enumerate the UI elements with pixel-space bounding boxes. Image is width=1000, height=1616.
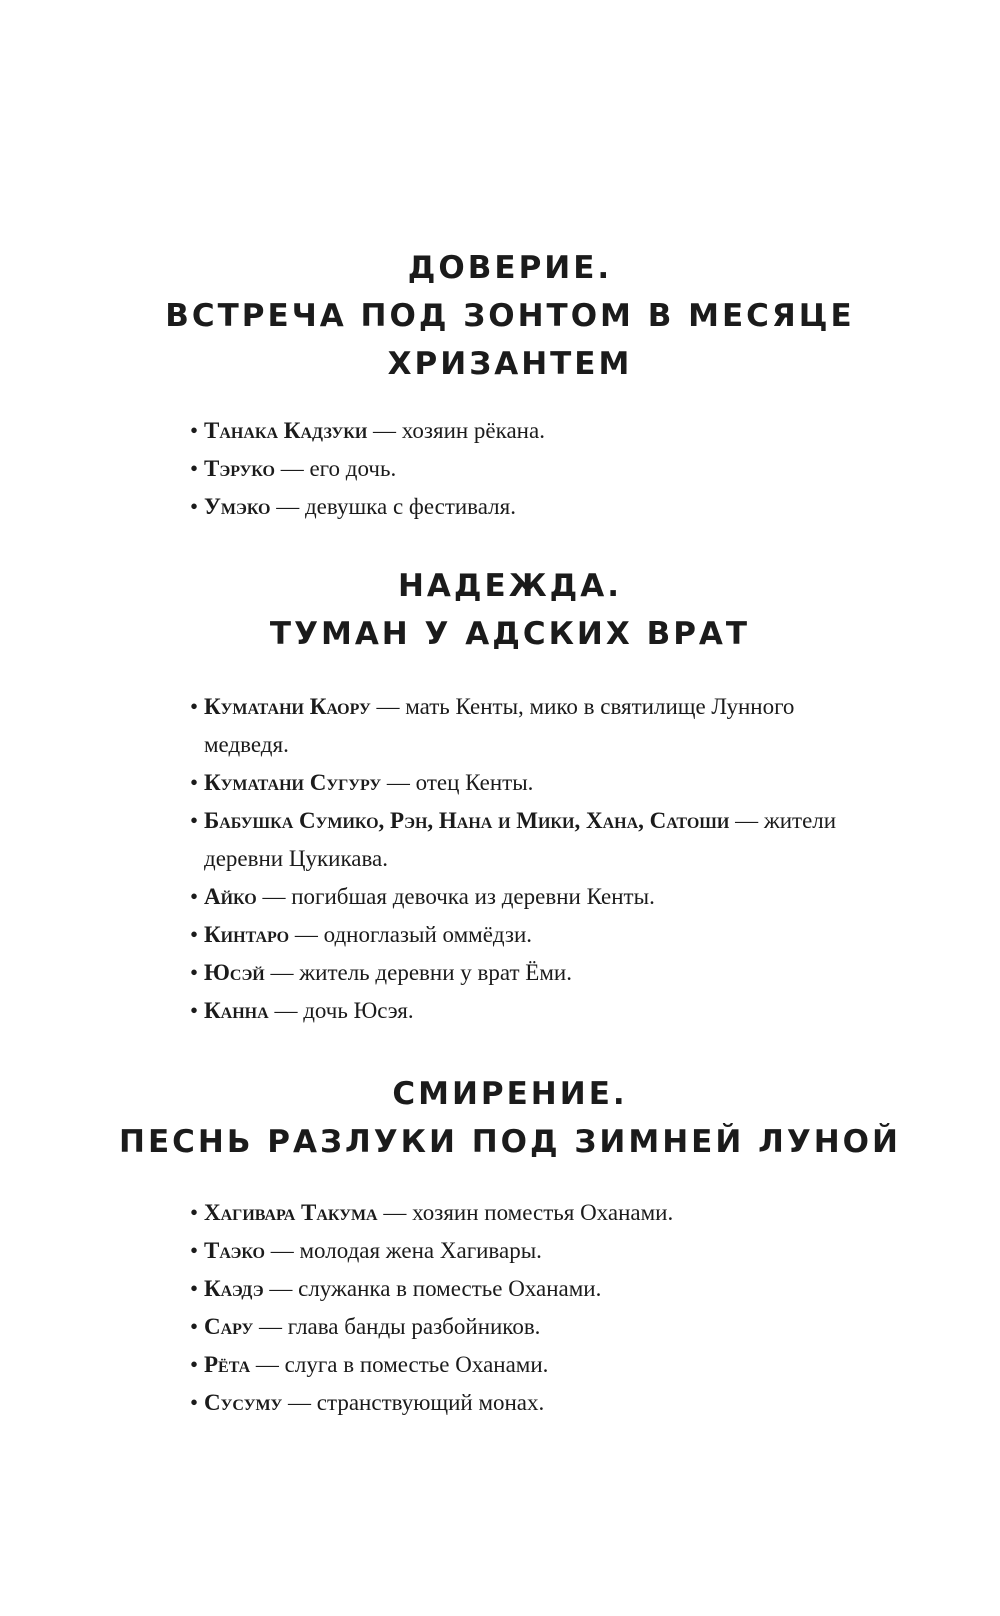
character-name: Сусуму xyxy=(204,1390,283,1415)
list-item: • Юсэй — житель деревни у врат Ёми. xyxy=(190,960,572,985)
section-heading xyxy=(0,1070,1000,1166)
heading-line: НАДЕЖДА. xyxy=(397,568,623,604)
section-hope xyxy=(0,562,1000,658)
character-name: Куматани Сугуру xyxy=(204,770,382,795)
character-desc: — странствующий монах. xyxy=(282,1390,545,1415)
character-list-humility xyxy=(190,1194,870,1422)
character-name: Юсэй xyxy=(204,960,265,985)
character-desc: — хозяин поместья Оханами. xyxy=(377,1200,674,1225)
character-name: Умэко xyxy=(204,494,271,519)
list-item: • Кинтаро — одноглазый оммёдзи. xyxy=(190,922,533,947)
list-item: • Канна — дочь Юсэя. xyxy=(190,998,414,1023)
character-desc: — молодая жена Хагивары. xyxy=(265,1238,542,1263)
character-desc: — слуга в поместье Оханами. xyxy=(250,1352,549,1377)
list-item: • Рёта — слуга в поместье Оханами. xyxy=(190,1352,549,1377)
character-desc: — глава банды разбойников. xyxy=(253,1314,541,1339)
character-desc: — житель деревни у врат Ёми. xyxy=(264,960,572,985)
character-desc: — хозяин рёкана. xyxy=(367,418,545,443)
character-name: Хагивара Такума xyxy=(204,1200,378,1225)
character-desc: — погибшая девочка из деревни Кенты. xyxy=(256,884,655,909)
character-name: Айко xyxy=(204,884,257,909)
section-heading xyxy=(0,244,1000,388)
character-name: Куматани Каору xyxy=(204,694,371,719)
character-name: Канна xyxy=(204,998,269,1023)
list-item: • Сару — глава банды разбойников. xyxy=(190,1314,541,1339)
heading-line: ВСТРЕЧА ПОД ЗОНТОМ В МЕСЯЦЕ xyxy=(165,298,855,334)
list-item: • Танака Кадзуки — хозяин рёкана. xyxy=(190,418,545,443)
section-trust xyxy=(0,244,1000,388)
list-item: • Тэруко — его дочь. xyxy=(190,456,397,481)
character-desc: — служанка в поместье Оханами. xyxy=(263,1276,602,1301)
heading-line: ХРИЗАНТЕМ xyxy=(387,346,633,382)
heading-line: ДОВЕРИЕ. xyxy=(407,250,613,286)
character-desc: — жители деревни Цукикава. xyxy=(204,808,837,871)
list-item: • Айко — погибшая девочка из деревни Кенты. xyxy=(190,884,655,909)
list-item: • Бабушка Сумико, Рэн, Нана и Мики, Хана, Сатоши — жители деревни Цукикава. xyxy=(190,808,837,871)
list-item: • Умэко — девушка с фестиваля. xyxy=(190,494,516,519)
character-desc: — дочь Юсэя. xyxy=(268,998,414,1023)
list-item: • Хагивара Такума — хозяин поместья Оханами. xyxy=(190,1200,674,1225)
character-name: Таэко xyxy=(204,1238,265,1263)
character-name: Сару xyxy=(204,1314,254,1339)
character-list-trust xyxy=(190,412,870,526)
character-desc: — отец Кенты. xyxy=(381,770,534,795)
list-item: • Каэдэ — служанка в поместье Оханами. xyxy=(190,1276,602,1301)
character-name: Рёта xyxy=(204,1352,251,1377)
section-heading xyxy=(0,562,1000,658)
character-name: Каэдэ xyxy=(204,1276,264,1301)
heading-line: СМИРЕНИЕ. xyxy=(392,1076,628,1112)
character-list-hope xyxy=(190,688,870,1030)
list-item: • Куматани Сугуру — отец Кенты. xyxy=(190,770,534,795)
character-desc: — одноглазый оммёдзи. xyxy=(289,922,533,947)
heading-line: ПЕСНЬ РАЗЛУКИ ПОД ЗИМНЕЙ ЛУНОЙ xyxy=(119,1124,901,1160)
character-name: Кинтаро xyxy=(204,922,290,947)
list-item: • Таэко — молодая жена Хагивары. xyxy=(190,1238,542,1263)
character-name: Тэруко xyxy=(204,456,275,481)
list-item: • Куматани Каору — мать Кенты, мико в святилище Лунного медведя. xyxy=(190,694,795,757)
character-desc: — девушка с фестиваля. xyxy=(270,494,516,519)
heading-line: ТУМАН У АДСКИХ ВРАТ xyxy=(269,616,751,652)
character-name: Бабушка Сумико, Рэн, Нана и Мики, Хана, Сатоши xyxy=(204,808,730,833)
character-name: Танака Кадзуки xyxy=(204,418,368,443)
list-item: • Сусуму — странствующий монах. xyxy=(190,1390,545,1415)
character-desc: — его дочь. xyxy=(274,456,397,481)
character-desc: — мать Кенты, мико в святилище Лунного медведя. xyxy=(204,694,795,757)
section-humility xyxy=(0,1070,1000,1166)
